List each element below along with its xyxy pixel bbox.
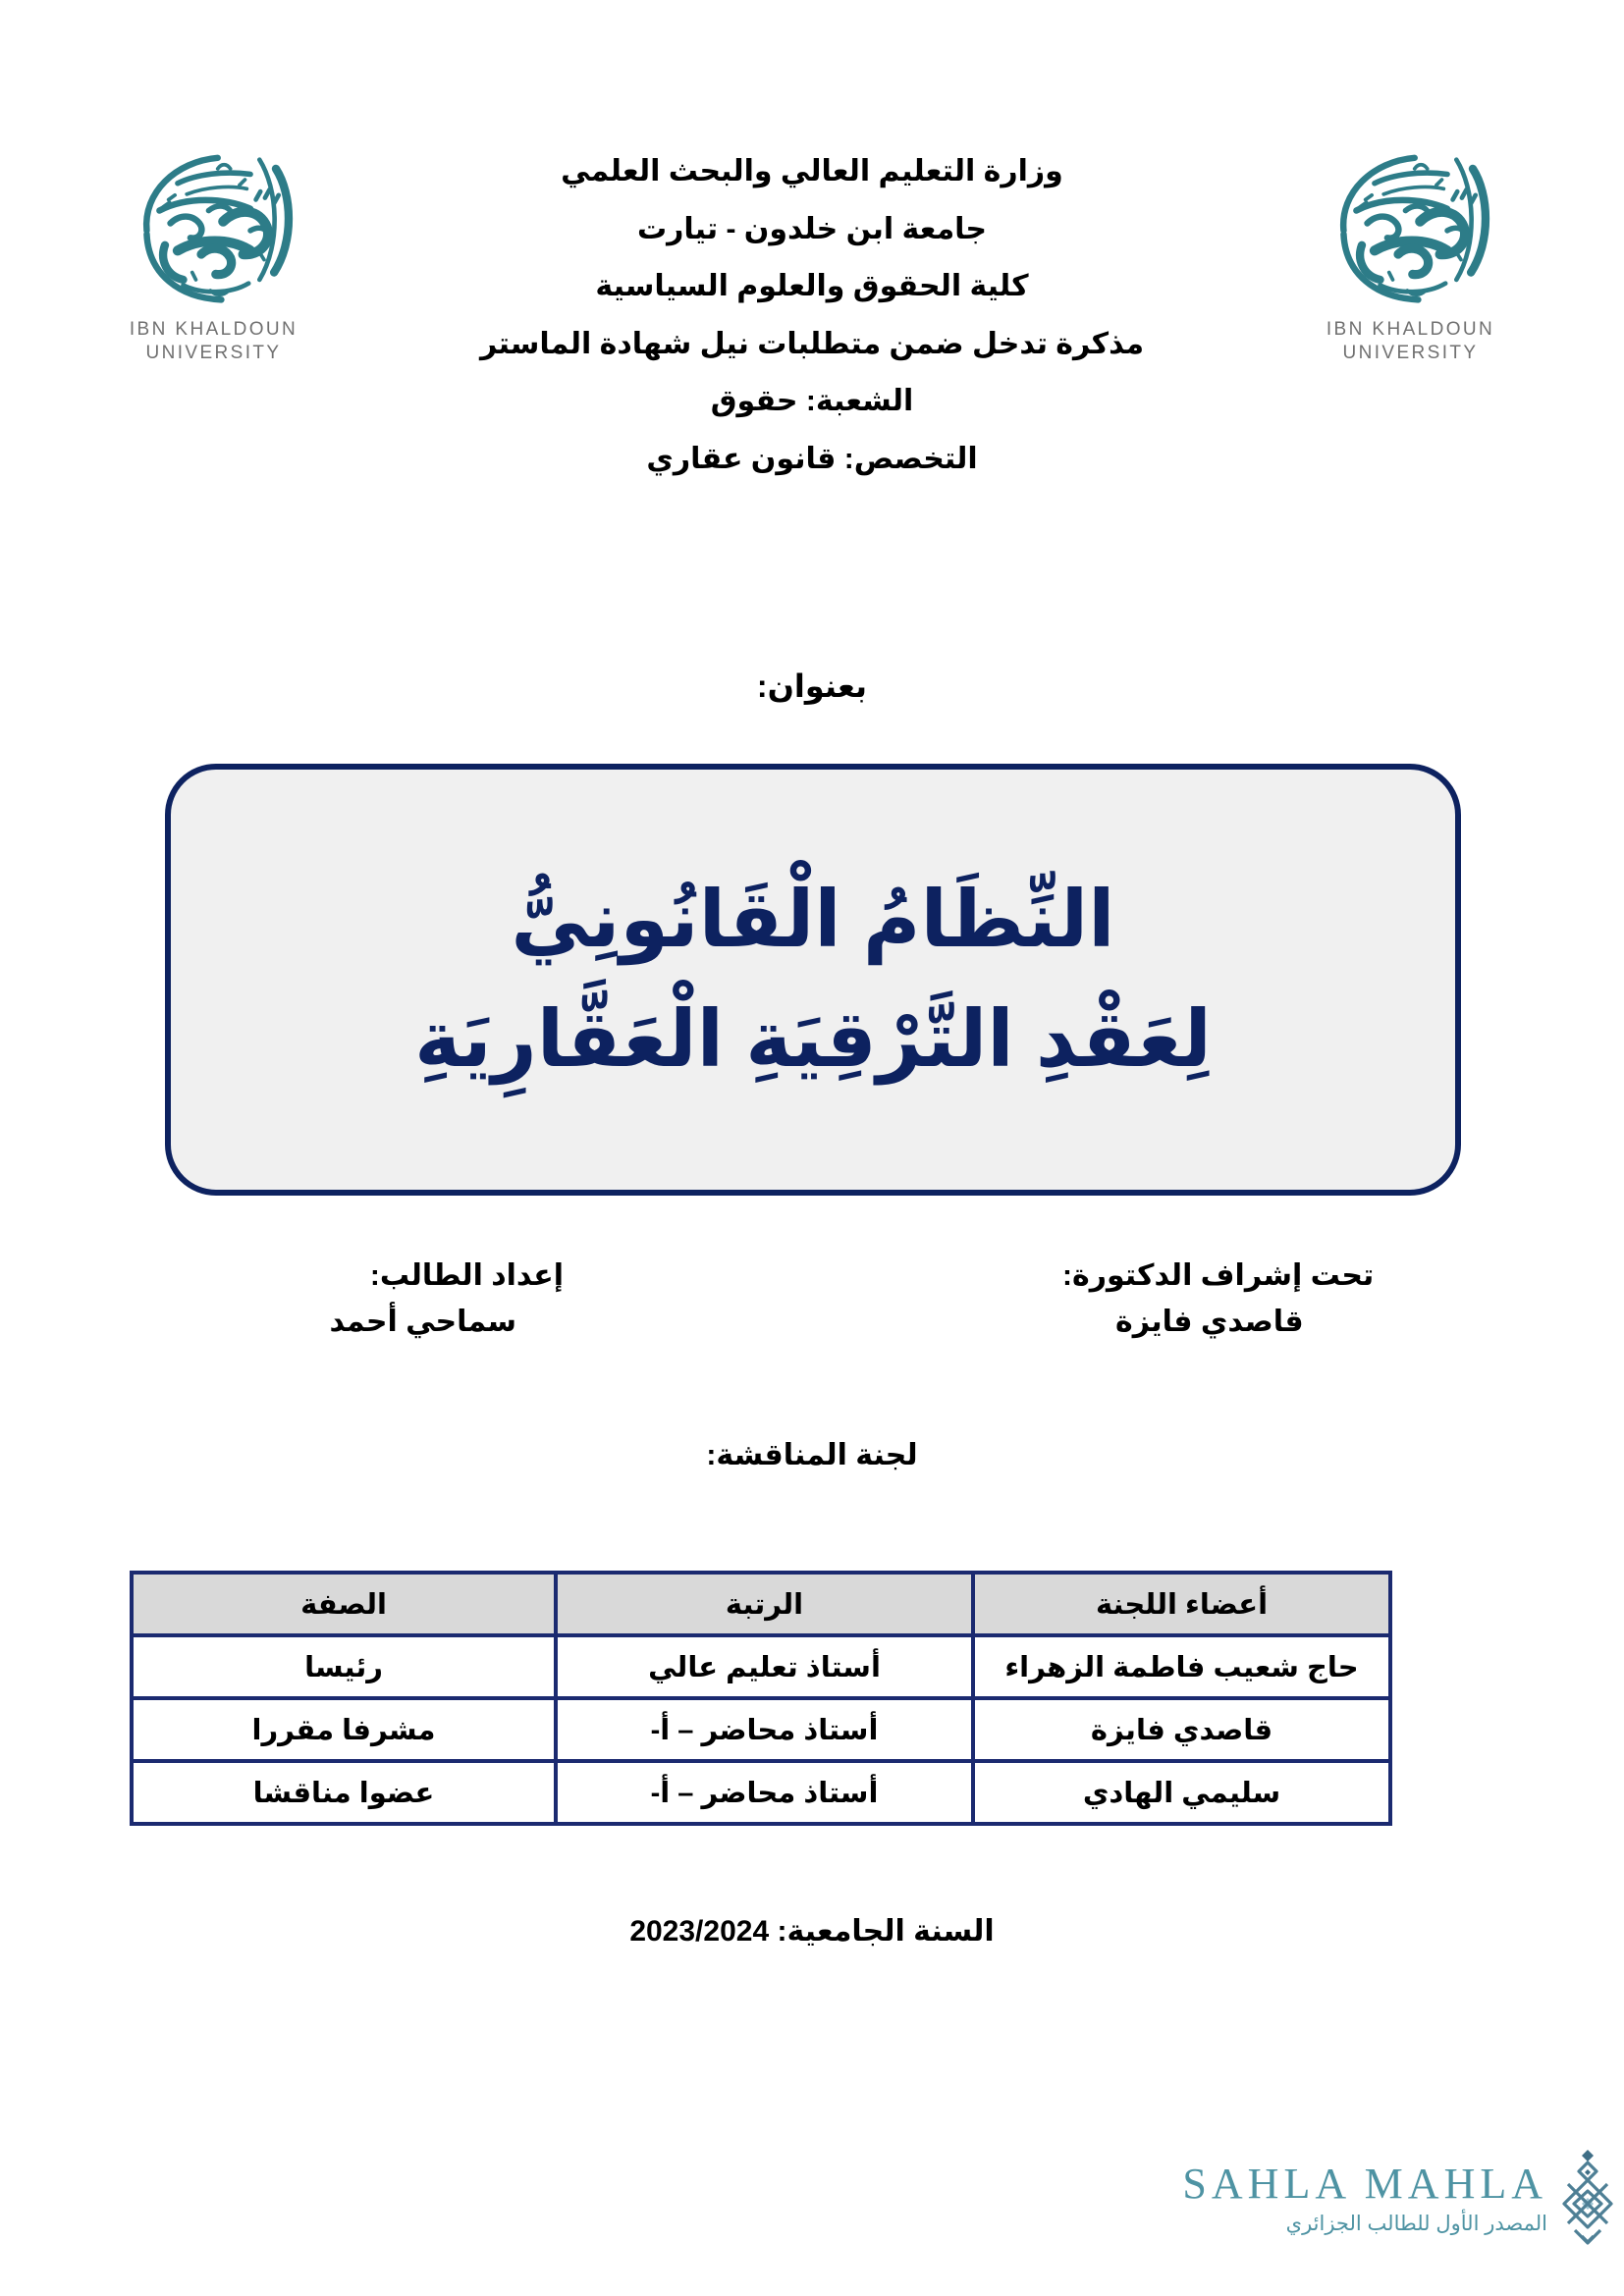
logo-caption-line2: UNIVERSITY (145, 343, 282, 364)
logo-caption-line2: UNIVERSITY (1342, 343, 1479, 364)
logo-caption-line1: IBN KHALDOUN (129, 319, 298, 340)
logo-caption-line1: IBN KHALDOUN (1326, 319, 1495, 340)
cell-member: قاصدي فايزة (973, 1698, 1390, 1761)
thesis-title-line2: لِعَقْدِ التَّرْقِيَةِ الْعَقَّارِيَةِ (414, 995, 1212, 1083)
student-name: سماحي أحمد (329, 1305, 516, 1338)
watermark-brand: SAHLA MAHLA (1182, 2159, 1547, 2208)
student-label: إعداد الطالب: (369, 1259, 564, 1292)
header-line-ministry: وزارة التعليم العالي والبحث العلمي (561, 155, 1063, 187)
cell-rank: أستاذ محاضر – أ- (556, 1761, 973, 1824)
table-row (132, 1761, 1390, 1824)
thesis-title-line1: النِّظَامُ الْقَانُونِيُّ (511, 876, 1115, 964)
university-logo-left (1305, 137, 1516, 366)
ibn-khaldoun-calligraphy-logo (1320, 143, 1502, 316)
watermark-text (1159, 2159, 1547, 2236)
header-line-faculty: كلية الحقوق والعلوم السياسية (595, 270, 1029, 302)
cell-member: سليمي الهادي (973, 1761, 1390, 1824)
page-content (108, 79, 1516, 2218)
academic-year: السنة الجامعية: 2023/2024 (629, 1915, 995, 1948)
header-line-degree-note: مذكرة تدخل ضمن متطلبات نيل شهادة الماستر (479, 327, 1145, 360)
supervisor-label: تحت إشراف الدكتورة: (1062, 1259, 1375, 1292)
table-row (132, 1698, 1390, 1761)
header-line-university: جامعة ابن خلدون - تيارت (636, 212, 988, 245)
cell-member: حاج شعيب فاطمة الزهراء (973, 1635, 1390, 1698)
ibn-khaldoun-calligraphy-logo (123, 143, 305, 316)
people-row (108, 1256, 1516, 1347)
column-header-role: الصفة (132, 1573, 556, 1635)
header-text-block (319, 137, 1305, 488)
watermark-tagline: المصدر الأول للطالب الجزائري (1285, 2212, 1547, 2235)
supervisor-name: قاصدي فايزة (1115, 1305, 1304, 1338)
thesis-title-box (165, 764, 1461, 1196)
table-header-row (132, 1573, 1390, 1635)
cell-rank: أستاذ تعليم عالي (556, 1635, 973, 1698)
committee-heading: لجنة المناقشة: (706, 1439, 918, 1471)
cell-role: رئيسا (132, 1635, 556, 1698)
cell-role: عضوا مناقشا (132, 1761, 556, 1824)
sahla-mahla-watermark (1159, 2125, 1620, 2272)
table-row (132, 1635, 1390, 1698)
title-intro-label: بعنوان: (756, 668, 868, 704)
student-block (108, 1256, 569, 1347)
column-header-member: أعضاء اللجنة (973, 1573, 1390, 1635)
berber-diamond-ornament-icon (1555, 2148, 1620, 2250)
university-logo-right (108, 137, 319, 366)
cell-role: مشرفا مقررا (132, 1698, 556, 1761)
header-line-speciality: التخصص: قانون عقاري (646, 442, 978, 475)
header-line-branch: الشعبة: حقوق (710, 385, 914, 417)
supervisor-block (1055, 1256, 1516, 1347)
column-header-rank: الرتبة (556, 1573, 973, 1635)
committee-table (130, 1571, 1392, 1826)
header-row (108, 137, 1516, 488)
cell-rank: أستاذ محاضر – أ- (556, 1698, 973, 1761)
